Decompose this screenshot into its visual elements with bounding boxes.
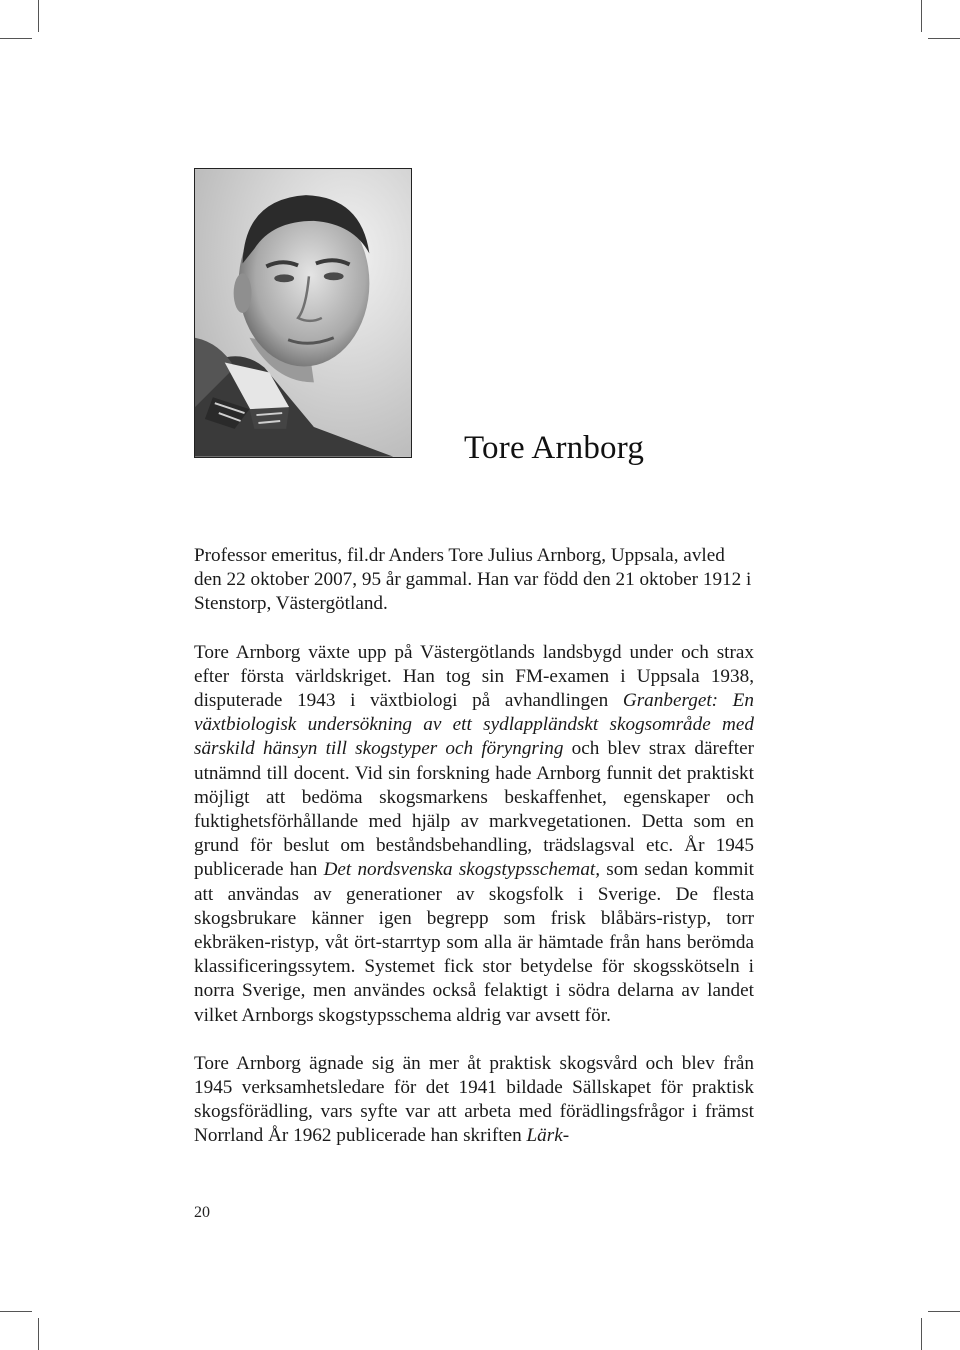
paragraph-text: Tore Arnborg ägnade sig än mer åt praktisk skogsvård och blev från 1945 verksamhetsledare för det 1941 bildade Sällskapet för praktisk skogsförädling, vars syfte var att arbeta med förädlingsfrågor i främst Norrland År 1962 publicerade han skriften bbox=[194, 1052, 754, 1147]
crop-mark-top-left bbox=[0, 38, 32, 39]
paragraph-later-work bbox=[194, 1052, 754, 1149]
publication-title: Lärk- bbox=[526, 1125, 570, 1147]
portrait-photo bbox=[194, 168, 412, 458]
thesis-title: Granberget: En växtbiologisk undersökning av ett sydlappländskt skogsområde med särskild hänsyn till skogstyper och föryngring bbox=[194, 690, 754, 760]
crop-mark-bottom-right bbox=[928, 1311, 960, 1312]
paragraph-text: Tore Arnborg växte upp på Västergötlands landsbygd under och strax efter första världskriget. Han tog sin FM-examen i Uppsala 1938, disputerade 1943 i växtbiologi på avhandlingen bbox=[194, 641, 754, 712]
crop-mark-top-left bbox=[38, 0, 39, 32]
page-title: Tore Arnborg bbox=[464, 430, 645, 466]
page-number: 20 bbox=[194, 1204, 210, 1221]
paragraph-text: Professor emeritus, fil.dr Anders Tore Julius Arnborg, Uppsala, avled den 22 oktober 2007, 95 år gammal. Han var född den 21 oktober 1912 i Stenstorp, Västergötland. bbox=[194, 545, 752, 615]
paragraph-intro bbox=[194, 544, 754, 617]
publication-title: Det nordsvenska skogstypsschemat, bbox=[323, 859, 601, 881]
crop-mark-bottom-left bbox=[38, 1318, 39, 1350]
paragraph-text: som sedan kommit att användas av generationer av skogsfolk i Sverige. De flesta skogsbrukare känner igen begrepp som frisk blåbärs-ristyp, torr ekbräken-ristyp, våt ört-starrtyp som alla är hämtade från hans berömda klassificeringssytem. Systemet fick stor betydelse för skogsskötseln i norra Sverige, men användes också felaktigt i södra delarna av landet vilket Arnborgs skogstypsschema aldrig var avsett för. bbox=[194, 859, 754, 1026]
article-body bbox=[194, 544, 754, 1149]
paragraph-career bbox=[194, 641, 754, 1028]
paragraph-text: och blev strax därefter utnämnd till docent. Vid sin forskning hade Arnborg funnit det praktiskt möjligt att bedöma skogsmarkens beskaffenhet, egenskaper och fuktighetsförhållande med hjälp av markvegetationen. Detta som en grund för beslut om beståndsbehandling, trädslagsval etc. År 1945 publicerade han bbox=[194, 738, 754, 881]
crop-mark-bottom-right bbox=[921, 1318, 922, 1350]
crop-mark-top-right bbox=[928, 38, 960, 39]
crop-mark-top-right bbox=[921, 0, 922, 32]
crop-mark-bottom-left bbox=[0, 1311, 32, 1312]
